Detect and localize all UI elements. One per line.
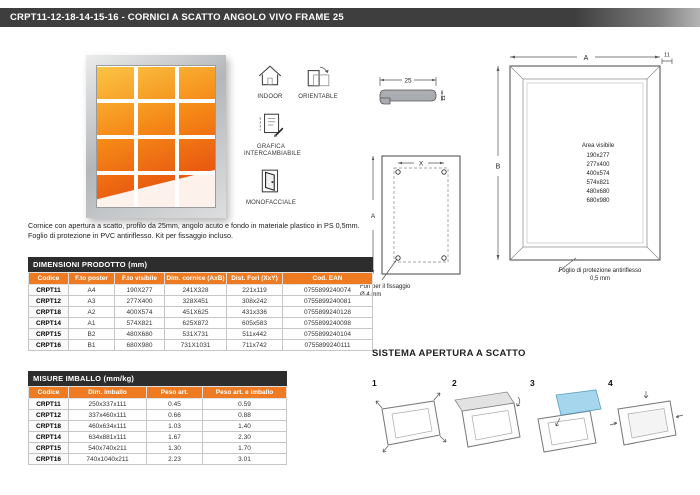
feature-orientable: [296, 64, 340, 101]
feature-label: INDOOR: [257, 94, 283, 100]
table-cell: 511x442: [227, 329, 283, 340]
column-header: Dim. cornice (AxB): [165, 273, 227, 285]
snap-step-2-diagram: [452, 389, 528, 453]
snap-step-4-diagram: [608, 389, 684, 453]
column-header: Peso art.: [147, 387, 203, 399]
table-cell: 0.45: [147, 399, 203, 410]
visible-area-sizes: [554, 152, 642, 206]
table-cell: CRPT14: [29, 318, 69, 329]
list-item: 277x400: [586, 162, 610, 168]
table-row: [29, 318, 373, 329]
table-cell: CRPT12: [29, 410, 69, 421]
snap-step-1: [372, 378, 452, 458]
feature-monofacciale: [244, 168, 298, 207]
feature-label: MONOFACCIALE: [245, 200, 297, 206]
table-cell: 337x460x111: [69, 410, 147, 421]
packaging-title: MISURE IMBALLO (mm/kg): [28, 371, 287, 386]
table-cell: 0.59: [203, 399, 287, 410]
table-cell: 0755899240104: [283, 329, 373, 340]
table-cell: 0755899240111: [283, 340, 373, 351]
list-item: 680x980: [586, 198, 610, 204]
step-number: 3: [530, 378, 535, 388]
table-cell: 625X872: [165, 318, 227, 329]
table-cell: CRPT16: [29, 454, 69, 465]
table-cell: 574X821: [115, 318, 165, 329]
packaging-table: [28, 371, 287, 465]
table-cell: A4: [69, 285, 115, 296]
table-cell: CRPT12: [29, 296, 69, 307]
product-dimensions-table: [28, 257, 373, 351]
column-header: Peso art. e imballo: [203, 387, 287, 399]
table-row: [29, 421, 287, 432]
table-cell: 531X731: [165, 329, 227, 340]
table-cell: 731X1031: [165, 340, 227, 351]
table-cell: 308x242: [227, 296, 283, 307]
table-cell: 277X400: [115, 296, 165, 307]
table-cell: 1.40: [203, 421, 287, 432]
table-body: [29, 399, 287, 465]
table-header-row: [29, 387, 287, 399]
dim-a-label: A: [583, 54, 589, 62]
table-row: [29, 410, 287, 421]
column-header: Codice: [29, 273, 69, 285]
table-cell: 0.66: [147, 410, 203, 421]
dim-b-label: B: [495, 163, 501, 171]
table-cell: 0755899240098: [283, 318, 373, 329]
table-row: [29, 399, 287, 410]
table-cell: 0755899240128: [283, 307, 373, 318]
table-cell: 711x742: [227, 340, 283, 351]
visible-area-title: Area visibile: [581, 143, 615, 149]
table-cell: 3.01: [203, 454, 287, 465]
table-cell: 1.03: [147, 421, 203, 432]
step-number: 4: [608, 378, 613, 388]
house-icon: [257, 64, 283, 88]
profile-section-drawing: [374, 74, 450, 125]
table-cell: 190X277: [115, 285, 165, 296]
profile-width-label: 25: [404, 77, 412, 85]
column-header: Dim. imballo: [69, 387, 147, 399]
table-cell: A2: [69, 307, 115, 318]
list-item: 574x821: [586, 180, 610, 186]
table-cell: 460x634x111: [69, 421, 147, 432]
table-cell: CRPT15: [29, 329, 69, 340]
table-cell: 328X451: [165, 296, 227, 307]
title-bar: [0, 8, 700, 27]
dim-11-label: 11: [664, 52, 670, 59]
table-cell: A3: [69, 296, 115, 307]
column-header: Codice: [29, 387, 69, 399]
table-cell: 740x1040x211: [69, 454, 147, 465]
dim-x-label: X: [418, 160, 424, 168]
table-cell: 241X328: [165, 285, 227, 296]
table-cell: 634x881x111: [69, 432, 147, 443]
step-number: 2: [452, 378, 457, 388]
table-body: [29, 285, 373, 351]
table-cell: CRPT14: [29, 432, 69, 443]
table-cell: 221x119: [227, 285, 283, 296]
table-cell: 480X680: [115, 329, 165, 340]
list-item: 190x277: [586, 153, 610, 159]
product-description: Cornice con apertura a scatto, profilo da 25mm, angolo acuto e fondo in materiale plastico in PS 0,5mm. Foglio di protezione in PVC antiriflesso. Kit per fissaggio incluso.: [28, 221, 360, 241]
table-cell: CRPT18: [29, 421, 69, 432]
table-cell: CRPT11: [29, 285, 69, 296]
table-cell: B2: [69, 329, 115, 340]
fixing-holes-note: Fori per il fissaggio Ø 4 mm: [360, 284, 411, 298]
visible-area-box: [554, 142, 642, 206]
table-cell: 2.30: [203, 432, 287, 443]
snap-system-title: SISTEMA APERTURA A SCATTO: [372, 348, 526, 359]
table-header-row: [29, 273, 373, 285]
table-row: [29, 307, 373, 318]
table-cell: 1.30: [147, 443, 203, 454]
front-view-drawing: [492, 50, 676, 300]
profile-section-svg: [374, 74, 450, 120]
feature-label: ORIENTABLE: [298, 94, 338, 100]
column-header: Cod. EAN: [283, 273, 373, 285]
product-dimensions-title: DIMENSIONI PRODOTTO (mm): [28, 257, 373, 272]
column-header: Dist. Fori (XxY): [227, 273, 283, 285]
feature-label: GRAFICA INTERCAMBIABILE: [244, 144, 302, 157]
table-cell: 400X574: [115, 307, 165, 318]
step-number: 1: [372, 378, 377, 388]
table-cell: CRPT18: [29, 307, 69, 318]
table-cell: 0755899240081: [283, 296, 373, 307]
feature-grafica: [244, 112, 302, 158]
page-title: CRPT11-12-18-14-15-16 - CORNICI A SCATTO ANGOLO VIVO FRAME 25: [10, 12, 344, 23]
list-item: 480x680: [586, 189, 610, 195]
table-cell: 0.88: [203, 410, 287, 421]
profile-depth-label: 11: [441, 95, 447, 101]
fixing-holes-drawing: [366, 148, 466, 291]
table-cell: 451X625: [165, 307, 227, 318]
feature-indoor: [250, 64, 290, 101]
table-row: [29, 296, 373, 307]
table-cell: CRPT11: [29, 399, 69, 410]
product-photo: [96, 65, 216, 208]
table-row: [29, 340, 373, 351]
table-cell: A1: [69, 318, 115, 329]
table-row: [29, 329, 373, 340]
table-cell: 2.23: [147, 454, 203, 465]
list-item: 400x574: [586, 171, 610, 177]
snap-step-3: [530, 378, 610, 458]
column-header: F.to visibile: [115, 273, 165, 285]
table-cell: CRPT16: [29, 340, 69, 351]
table-row: [29, 443, 287, 454]
protection-sheet-note: Foglio di protezione antiriflesso 0,5 mm: [558, 268, 642, 282]
snap-step-1-diagram: [372, 389, 448, 453]
table-cell: 250x337x111: [69, 399, 147, 410]
table-cell: 1.70: [203, 443, 287, 454]
table-row: [29, 432, 287, 443]
fixing-holes-svg: [366, 148, 466, 286]
snap-step-4: [608, 378, 688, 458]
snap-step-3-diagram: [530, 389, 606, 453]
table-cell: 0755899240074: [283, 285, 373, 296]
table-cell: 680X980: [115, 340, 165, 351]
table-row: [29, 454, 287, 465]
table-cell: B1: [69, 340, 115, 351]
column-header: F.to poster: [69, 273, 115, 285]
table-row: [29, 285, 373, 296]
rotate-icon: [305, 64, 331, 88]
product-photo-frame: [86, 55, 226, 218]
table-cell: 540x740x211: [69, 443, 147, 454]
dim-a-small-label: A: [370, 213, 376, 220]
table-cell: 431x336: [227, 307, 283, 318]
door-icon: [258, 168, 284, 194]
interchangeable-graphic-icon: [257, 112, 285, 138]
table-cell: 1.67: [147, 432, 203, 443]
table-cell: 605x583: [227, 318, 283, 329]
table-cell: CRPT15: [29, 443, 69, 454]
snap-step-2: [452, 378, 532, 458]
